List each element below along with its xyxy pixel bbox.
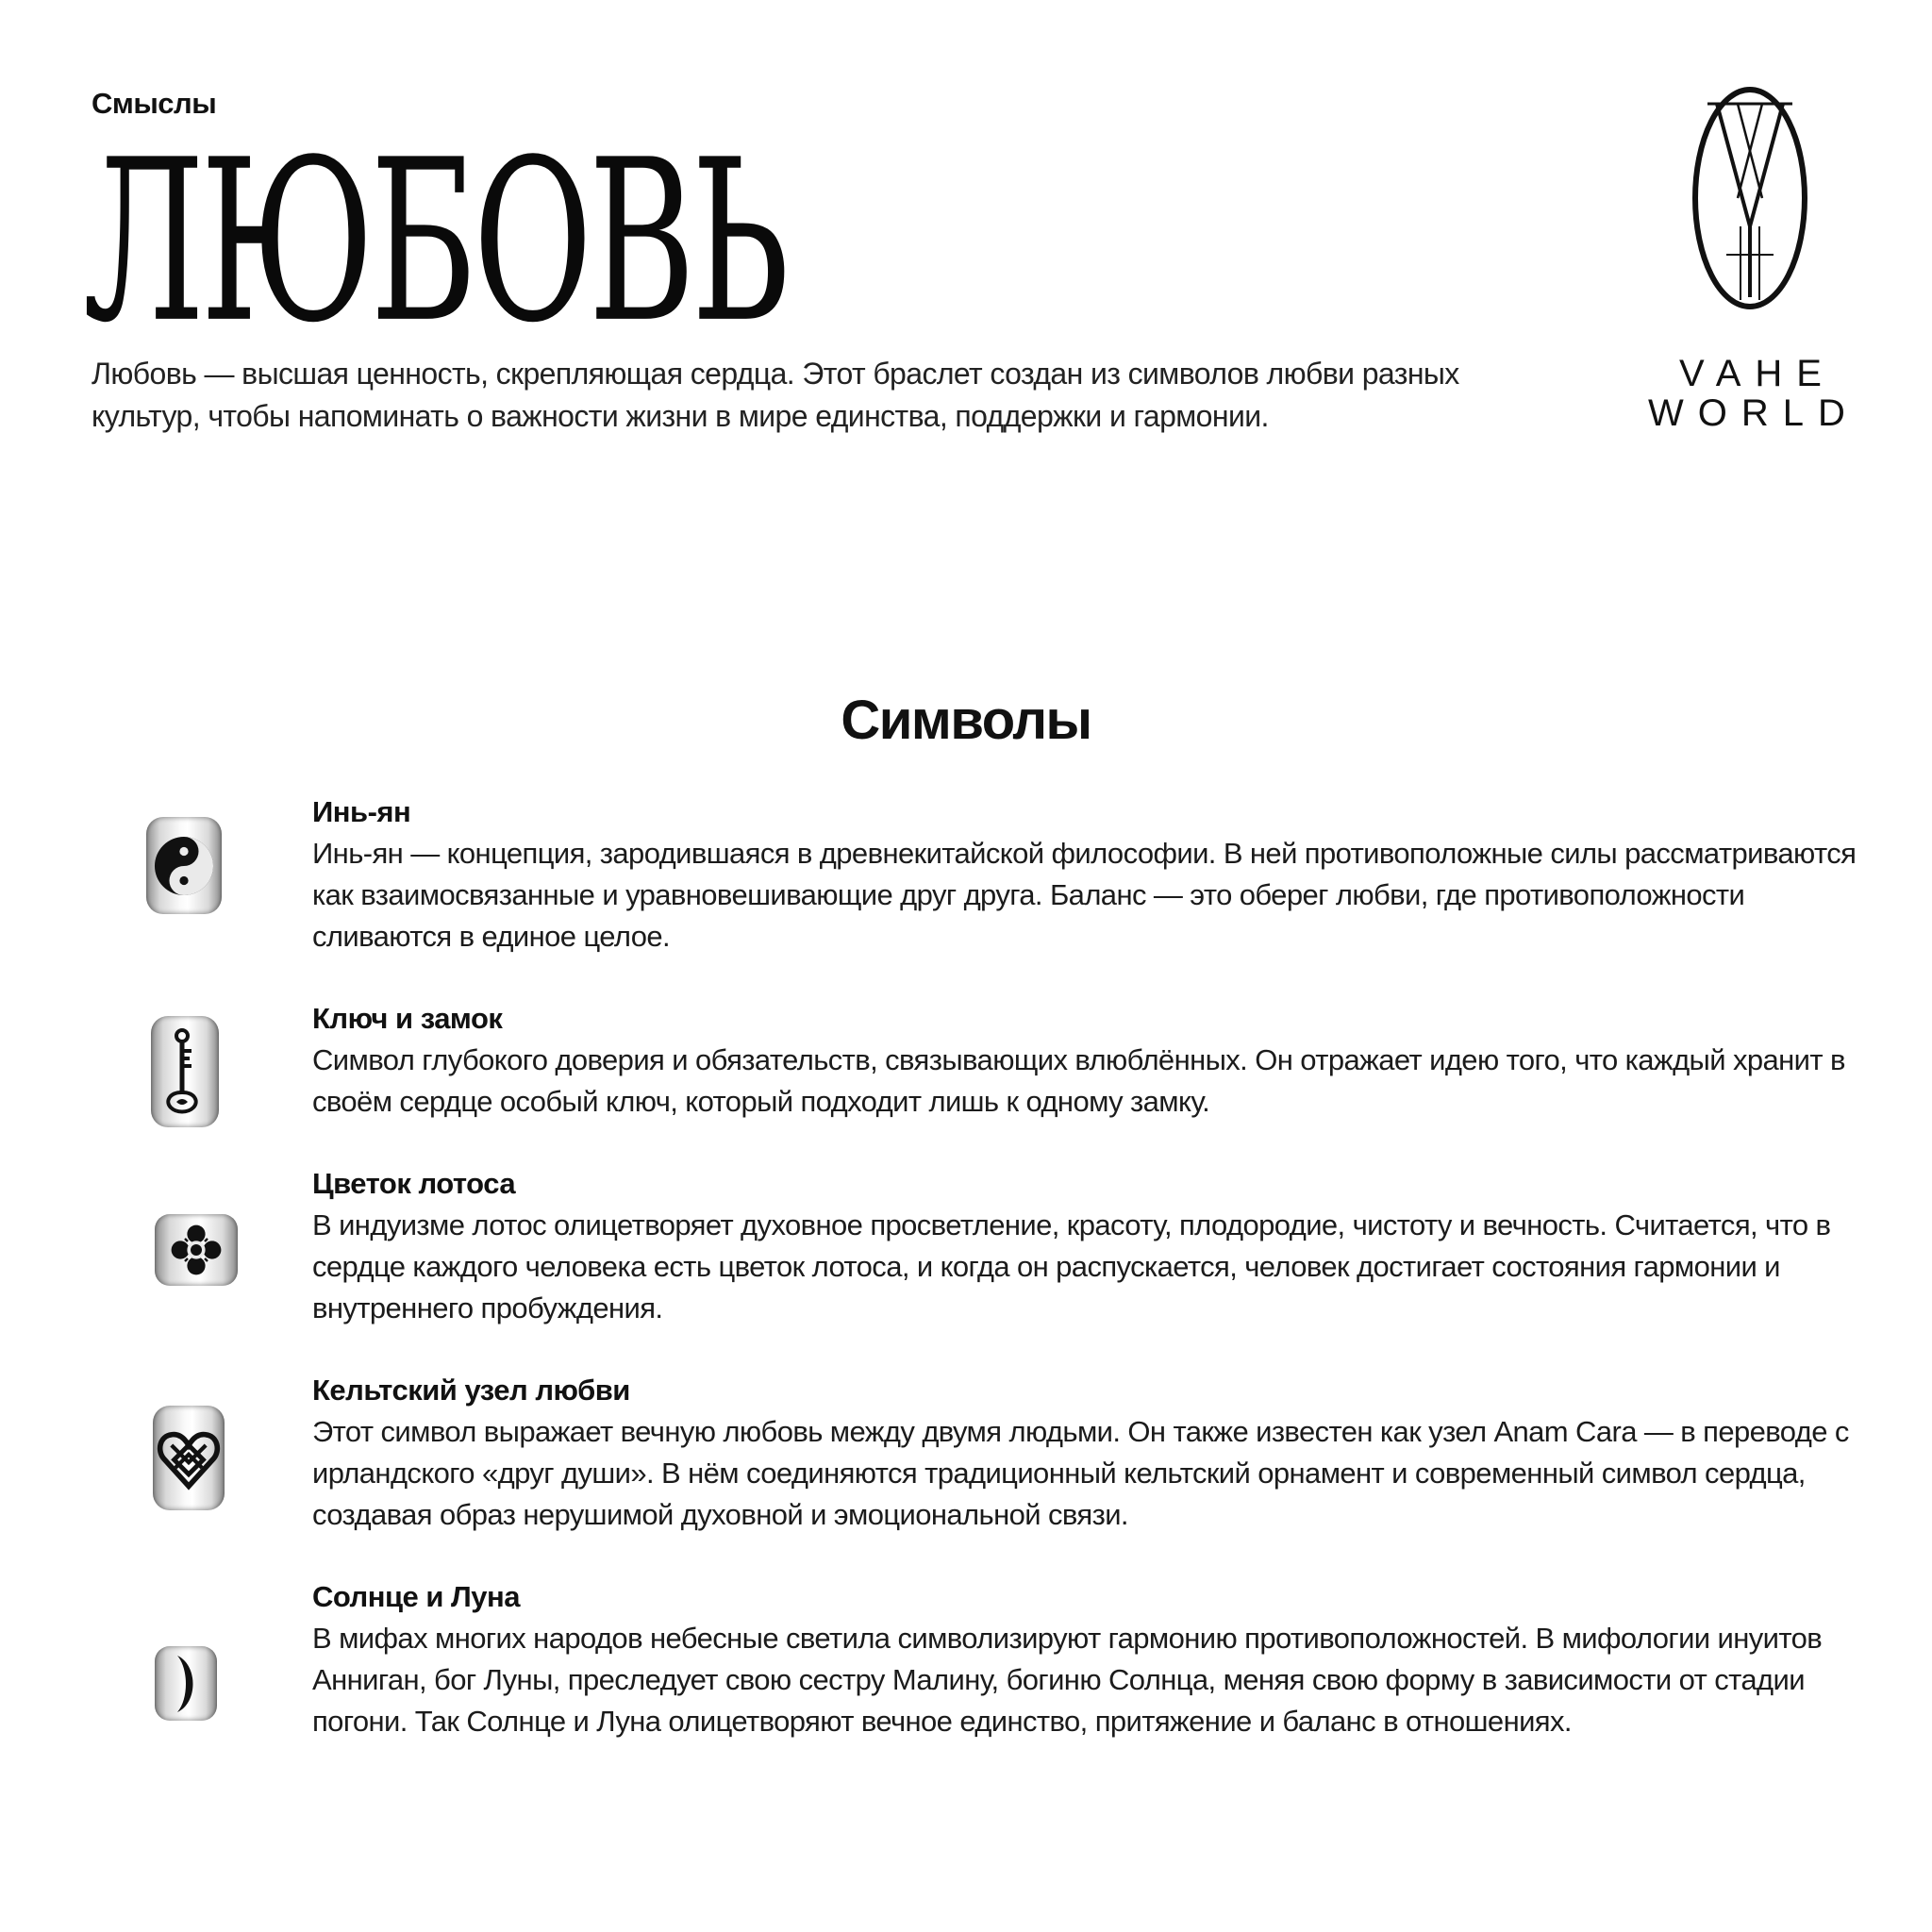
symbol-description: Этот символ выражает вечную любовь между двумя людьми. Он также известен как узел Anam Cara — в переводе с ирландского «друг души». В нём соединяются традиционный кельтский орнамент и современный символ сердца, создавая образ нерушимой духовной и эмоциональной связи. (312, 1415, 1849, 1531)
lotus-bead (155, 1214, 238, 1286)
symbol-description: Символ глубокого доверия и обязательств, связывающих влюблённых. Он отражает идею того, что каждый хранит в своём сердце особый ключ, который подходит лишь к одному замку. (312, 1043, 1845, 1118)
symbol-title: Инь-ян (312, 795, 411, 828)
symbol-title: Солнце и Луна (312, 1580, 521, 1613)
crescent-moon-bead (155, 1646, 217, 1721)
symbol-description: В индуизме лотос олицетворяет духовное просветление, красоту, плодородие, чистоту и вечность. Считается, что в сердце каждого человека есть цветок лотоса, и когда он распускается, человек достигает состояния гармонии и внутреннего пробуждения. (312, 1208, 1831, 1324)
page-title-text: ЛЮБОВЬ (83, 111, 786, 373)
lotus-flower-icon (168, 1222, 225, 1278)
yin-yang-bead (146, 817, 222, 914)
section-kicker: Смыслы (92, 87, 217, 120)
celtic-knot-bead (153, 1406, 225, 1510)
key-bead (151, 1016, 219, 1127)
symbol-description: В мифах многих народов небесные светила символизируют гармонию противоположностей. В мифологии инуитов Анниган, бог Луны, преследует свою сестру Малину, богиню Солнца, меняя свою форму в зависимости от стадии погони. Так Солнце и Луна олицетворяют вечное единство, притяжение и баланс в отношениях. (312, 1622, 1823, 1738)
crescent-moon-icon (170, 1654, 202, 1714)
intro-paragraph: Любовь — высшая ценность, скрепляющая сердца. Этот браслет создан из символов любви разных культур, чтобы напоминать о важности жизни в мире единства, поддержки и гармонии. (92, 357, 1459, 433)
symbol-title: Цветок лотоса (312, 1167, 516, 1200)
symbol-title: Ключ и замок (312, 1002, 503, 1035)
symbol-title: Кельтский узел любви (312, 1374, 630, 1407)
celtic-love-knot-icon (156, 1424, 222, 1493)
brand-name-line2: WORLD (1648, 392, 1859, 434)
key-icon (163, 1026, 207, 1117)
brand-name-line1: VAHE (1679, 353, 1836, 394)
symbol-description: Инь-ян — концепция, зародившаяся в древнекитайской философии. В ней противоположные силы рассматриваются как взаимосвязанные и уравновешивающие друг друга. Баланс — это оберег любви, где противоположности сливаются в единое целое. (312, 837, 1857, 953)
symbols-section-title: Символы (841, 690, 1091, 751)
yin-yang-icon (153, 835, 215, 897)
